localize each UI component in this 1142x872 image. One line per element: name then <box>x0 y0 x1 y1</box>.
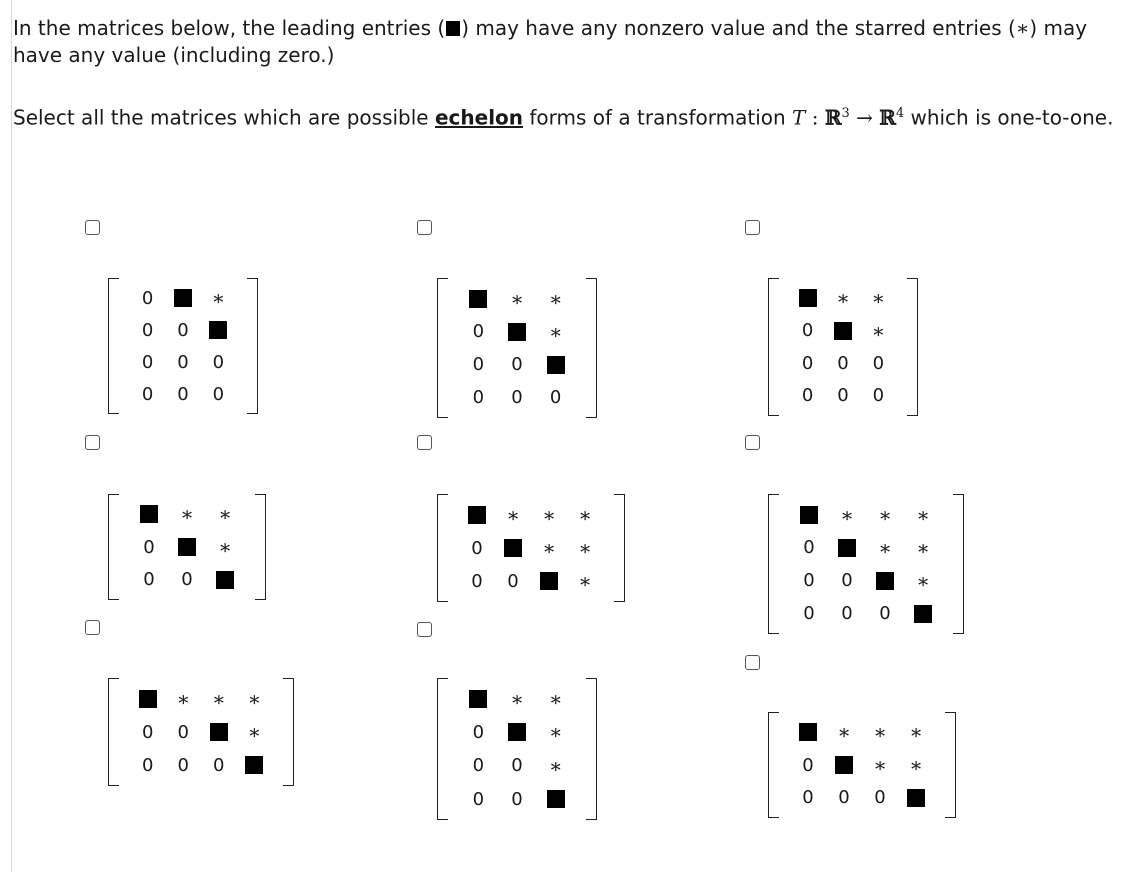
zero-entry: 0 <box>879 603 891 624</box>
zero-entry: 0 <box>801 320 814 342</box>
option-checkbox-7[interactable] <box>85 620 100 635</box>
zero-entry: 0 <box>841 570 853 591</box>
leading-entry <box>465 502 489 528</box>
zero-entry: 0 <box>872 385 885 407</box>
right-bracket <box>614 494 625 602</box>
zero-entry: 0 <box>213 754 225 776</box>
star-entry: ∗ <box>548 319 563 344</box>
zero-entry: 0 <box>874 787 886 809</box>
right-bracket <box>586 678 597 820</box>
leading-entry <box>796 285 820 311</box>
right-bracket <box>247 278 258 414</box>
leading-entry <box>213 567 237 593</box>
matrix-8 <box>437 678 597 820</box>
star-entry: ∗ <box>180 502 194 527</box>
zero-entry: 0 <box>212 383 225 405</box>
star-entry: ∗ <box>247 720 262 744</box>
leading-entry <box>242 752 266 778</box>
star-entry: ∗ <box>548 686 563 711</box>
zero-entry: 0 <box>212 351 225 373</box>
star-entry: ∗ <box>916 535 930 560</box>
option-checkbox-5[interactable] <box>417 435 432 450</box>
matrix-1 <box>108 278 258 414</box>
star-entry: ∗ <box>873 720 887 745</box>
leading-entry <box>466 686 490 712</box>
leading-entry <box>171 285 195 311</box>
zero-entry: 0 <box>471 537 483 559</box>
matrix-6 <box>768 494 964 634</box>
left-bracket <box>108 678 119 786</box>
zero-entry: 0 <box>838 787 850 809</box>
zero-entry: 0 <box>803 537 815 558</box>
star-entry: ∗ <box>871 318 886 343</box>
leading-entry <box>904 785 928 811</box>
zero-entry: 0 <box>802 787 814 809</box>
leading-entry <box>206 317 230 343</box>
star-entry: ∗ <box>873 753 887 777</box>
zero-entry: 0 <box>511 354 523 375</box>
star-entry: ∗ <box>510 286 524 311</box>
star-entry: ∗ <box>548 720 563 745</box>
star-entry: ∗ <box>837 720 851 745</box>
star-entry: ∗ <box>878 502 892 527</box>
matrix-2 <box>437 278 597 418</box>
right-bracket <box>953 494 964 634</box>
option-checkbox-2[interactable] <box>417 220 432 235</box>
left-bracket <box>437 678 448 820</box>
left-bracket <box>108 278 119 414</box>
leading-entry <box>137 501 161 527</box>
leading-entry <box>797 502 821 528</box>
star-entry: ∗ <box>878 535 892 560</box>
star-entry: ∗ <box>916 502 930 527</box>
zero-entry: 0 <box>141 287 154 309</box>
star-entry: ∗ <box>542 502 556 527</box>
zero-entry: 0 <box>181 569 193 591</box>
right-bracket <box>255 494 266 600</box>
star-entry: ∗ <box>218 502 232 527</box>
zero-entry: 0 <box>143 536 155 558</box>
zero-entry: 0 <box>803 603 815 624</box>
leading-entry <box>136 686 160 712</box>
zero-entry: 0 <box>141 383 154 405</box>
star-entry: ∗ <box>542 536 556 560</box>
left-bracket <box>768 278 779 416</box>
star-entry: ∗ <box>578 536 592 560</box>
leading-entry <box>831 318 855 344</box>
question-text: Select all the matrices which are possible echelon forms of a transformation T : ℝ$^3$ → ℝ$^4$ which is one-to-one. <box>13 105 1114 130</box>
leading-entry <box>207 719 231 745</box>
star-entry: ∗ <box>909 753 923 777</box>
zero-entry: 0 <box>872 352 885 374</box>
star-entry: ∗ <box>909 720 923 745</box>
zero-entry: 0 <box>801 385 814 407</box>
zero-entry: 0 <box>803 570 815 591</box>
right-bracket <box>945 712 956 818</box>
leading-entry <box>544 352 568 378</box>
leading-entry <box>832 752 856 778</box>
zero-entry: 0 <box>507 570 519 592</box>
star-entry: ∗ <box>840 502 854 527</box>
zero-entry: 0 <box>472 788 485 810</box>
leading-entry-symbol <box>446 21 460 36</box>
leading-entry <box>501 535 525 561</box>
star-entry: ∗ <box>211 686 226 711</box>
zero-entry: 0 <box>141 351 154 373</box>
zero-entry: 0 <box>801 352 814 374</box>
matrix-5 <box>437 494 625 602</box>
matrix-9 <box>768 712 956 818</box>
star-entry: ∗ <box>916 568 930 593</box>
right-bracket <box>283 678 294 786</box>
zero-entry: 0 <box>511 788 523 810</box>
zero-entry: 0 <box>837 352 849 374</box>
zero-entry: 0 <box>177 383 189 405</box>
leading-entry <box>175 534 199 560</box>
star-entry: ∗ <box>211 286 226 310</box>
zero-entry: 0 <box>142 754 154 776</box>
zero-entry: 0 <box>472 755 485 777</box>
left-bracket <box>768 712 779 818</box>
zero-entry: 0 <box>511 755 523 777</box>
left-bracket <box>437 278 448 418</box>
zero-entry: 0 <box>511 387 523 408</box>
leading-entry <box>466 286 490 312</box>
star-entry: ∗ <box>836 286 850 311</box>
leading-entry <box>873 568 897 594</box>
left-border <box>11 0 12 872</box>
matrix-7 <box>108 678 294 786</box>
zero-entry: 0 <box>472 387 485 408</box>
star-entry: ∗ <box>871 286 886 311</box>
zero-entry: 0 <box>472 354 485 375</box>
option-checkbox-3[interactable] <box>745 220 760 235</box>
leading-entry <box>544 786 568 812</box>
right-bracket <box>586 278 597 418</box>
matrix-3 <box>768 278 918 416</box>
option-checkbox-9[interactable] <box>745 655 760 670</box>
option-checkbox-6[interactable] <box>745 435 760 450</box>
zero-entry: 0 <box>549 387 562 408</box>
zero-entry: 0 <box>142 721 154 743</box>
star-entry: ∗ <box>548 753 563 778</box>
leading-entry <box>796 719 820 745</box>
star-entry: ∗ <box>176 686 191 711</box>
leading-entry <box>505 719 529 745</box>
instructions-text: In the matrices below, the leading entries ( ) may have any nonzero value and the starred entries (∗) may have any value (including zero.) <box>13 16 1088 67</box>
left-bracket <box>108 494 119 600</box>
zero-entry: 0 <box>472 321 485 342</box>
left-bracket <box>437 494 448 602</box>
zero-entry: 0 <box>177 351 189 373</box>
zero-entry: 0 <box>841 603 853 624</box>
zero-entry: 0 <box>177 721 189 743</box>
star-entry: ∗ <box>506 502 520 527</box>
star-entry: ∗ <box>510 686 524 711</box>
zero-entry: 0 <box>177 319 189 341</box>
star-entry: ∗ <box>548 286 563 311</box>
zero-entry: 0 <box>837 385 849 407</box>
zero-entry: 0 <box>143 569 155 591</box>
option-checkbox-4[interactable] <box>85 435 100 450</box>
star-entry: ∗ <box>578 502 592 527</box>
leading-entry <box>911 601 935 627</box>
matrix-4 <box>108 494 266 600</box>
leading-entry <box>505 319 529 345</box>
zero-entry: 0 <box>141 319 154 341</box>
star-entry: ∗ <box>247 686 262 711</box>
zero-entry: 0 <box>472 721 485 743</box>
option-checkbox-1[interactable] <box>85 220 100 235</box>
option-checkbox-8[interactable] <box>417 622 432 637</box>
zero-entry: 0 <box>471 570 483 592</box>
zero-entry: 0 <box>802 754 814 776</box>
right-bracket <box>907 278 918 416</box>
left-bracket <box>768 494 779 634</box>
zero-entry: 0 <box>177 754 189 776</box>
leading-entry <box>537 568 561 594</box>
star-entry: ∗ <box>578 569 592 594</box>
star-entry: ∗ <box>218 535 232 559</box>
leading-entry <box>835 535 859 561</box>
echelon-emphasis: echelon <box>434 105 524 130</box>
